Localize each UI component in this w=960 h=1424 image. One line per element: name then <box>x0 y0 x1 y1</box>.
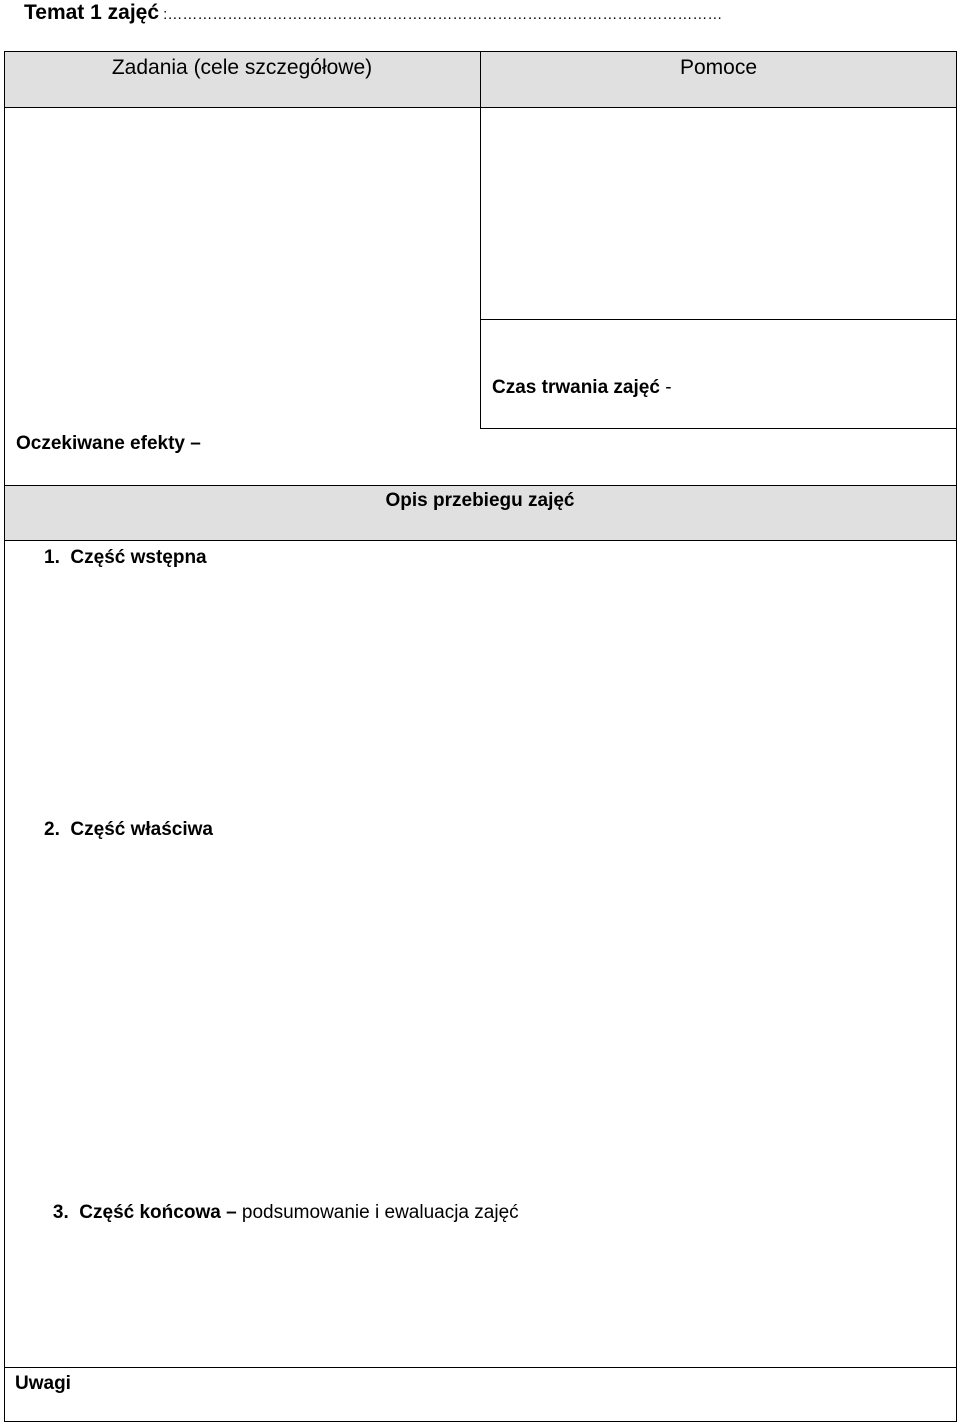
section-closing-label-bold: 3. Część końcowa – <box>52 1202 237 1223</box>
duration-label-text: Czas trwania zajęć <box>492 377 660 398</box>
section-closing-label <box>44 1182 519 1226</box>
table-border-remarks-top <box>4 1367 957 1368</box>
table-border-duration-bottom <box>480 428 957 429</box>
course-description-header: Opis przebiegu zajęć <box>385 490 575 511</box>
expected-effects-label: Oczekiwane efekty – <box>16 433 201 454</box>
title-text: Temat 1 zajęć <box>24 1 160 24</box>
table-border-aids-bottom <box>480 319 957 320</box>
aids-header: Pomoce <box>679 56 758 79</box>
table-border-effects-bottom <box>4 485 957 486</box>
table-border-left <box>4 51 5 1422</box>
section-introduction-label: 1. Część wstępna <box>44 547 207 568</box>
page-title <box>24 0 722 28</box>
section-closing-label-rest: podsumowanie i ewaluacja zajęć <box>236 1202 519 1223</box>
tasks-header: Zadania (cele szczegółowe) <box>111 56 373 79</box>
table-border-middle <box>480 51 481 429</box>
title-dotted-line: :………………………………………………………………………………………………… <box>159 6 723 23</box>
duration-label <box>492 375 672 401</box>
section-main-label: 2. Część właściwa <box>44 819 213 840</box>
remarks-label: Uwagi <box>15 1373 71 1394</box>
duration-label-suffix: - <box>659 377 672 398</box>
table-border-description-bottom <box>4 540 957 541</box>
table-border-right <box>956 51 957 1422</box>
table-border-bottom <box>4 1421 957 1422</box>
